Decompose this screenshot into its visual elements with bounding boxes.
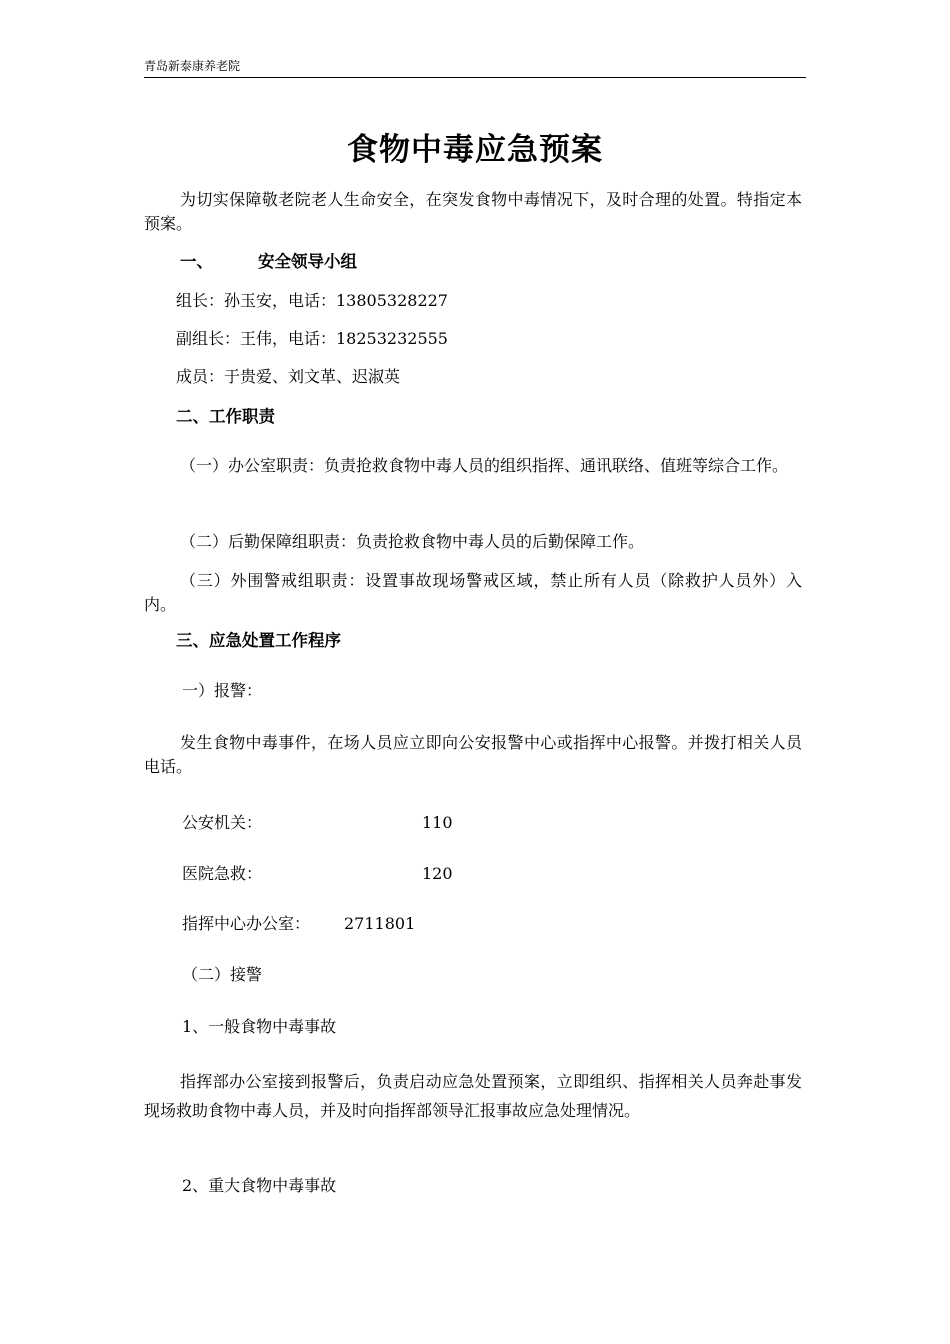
general-incident-paragraph: 指挥部办公室接到报警后，负责启动应急处置预案，立即组织、指挥相关人员奔赴事发现场救助食物中毒人员，并及时向指挥部领导汇报事故应急处理情况。 (144, 1072, 802, 1120)
duty-office: （一）办公室职责：负责抢救食物中毒人员的组织指挥、通讯联络、值班等综合工作。 (180, 456, 789, 475)
general-incident-label: 1、一般食物中毒事故 (182, 1017, 337, 1036)
document-title: 食物中毒应急预案 (347, 132, 603, 168)
contact-hospital-name: 医院急救： (182, 864, 263, 883)
contact-command-phone: 2711801 (344, 914, 416, 933)
contact-police-phone: 110 (422, 813, 453, 832)
intro-paragraph: 为切实保障敬老院老人生命安全，在突发食物中毒情况下，及时合理的处置。特指定本预案。 (144, 190, 802, 233)
section1-number: 一、 (180, 252, 213, 271)
contact-police-name: 公安机关： (182, 813, 263, 832)
alarm-label: 一）报警： (182, 681, 263, 700)
major-incident-label: 2、重大食物中毒事故 (182, 1176, 337, 1195)
contact-command-name: 指挥中心办公室： (182, 914, 311, 933)
duty-security: （三）外围警戒组职责：设置事故现场警戒区域，禁止所有人员（除救护人员外）入内。 (144, 571, 802, 614)
section2-heading: 二、工作职责 (176, 407, 275, 426)
page-header (144, 58, 806, 78)
header-org-name: 青岛新泰康养老院 (144, 59, 241, 73)
duty-logistics: （二）后勤保障组职责：负责抢救食物中毒人员的后勤保障工作。 (180, 532, 645, 551)
section3-heading: 三、应急处置工作程序 (176, 631, 341, 650)
leader-line: 组长：孙玉安，电话：13805328227 (176, 291, 448, 310)
contact-hospital-phone: 120 (422, 864, 453, 883)
section1-heading (180, 250, 357, 274)
alarm-paragraph: 发生食物中毒事件，在场人员应立即向公安报警中心或指挥中心报警。并拨打相关人员电话。 (144, 733, 802, 776)
section1-title: 安全领导小组 (258, 252, 357, 271)
members-line: 成员：于贵爱、刘文革、迟淑英 (176, 367, 401, 386)
deputy-line: 副组长：王伟，电话：18253232555 (176, 329, 448, 348)
receive-label: （二）接警 (182, 965, 263, 984)
